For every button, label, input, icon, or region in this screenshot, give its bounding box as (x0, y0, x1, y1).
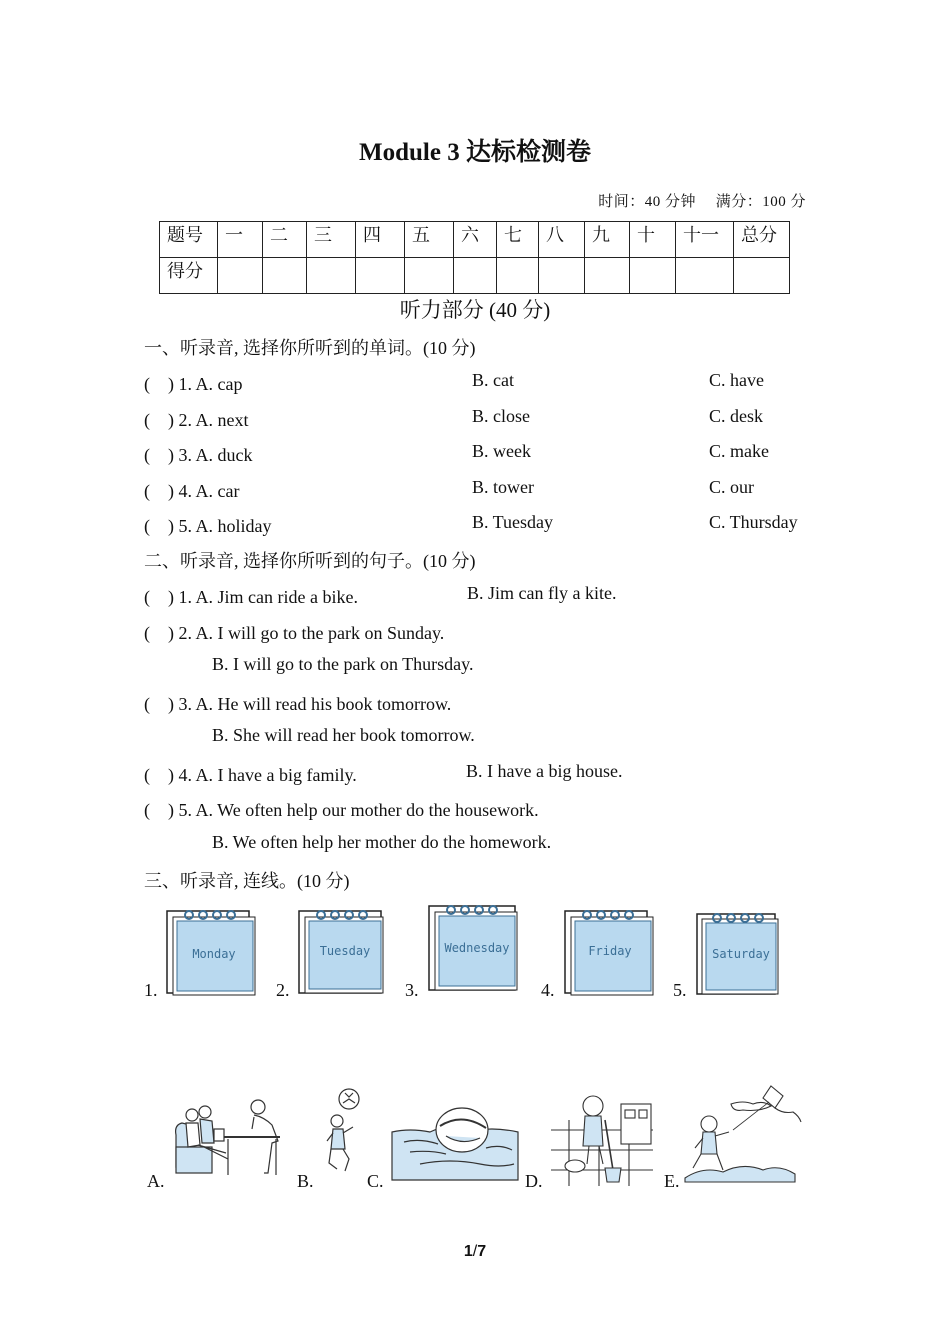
table-cell: 三 (307, 222, 356, 258)
q1-item-1-c: C. have (709, 370, 764, 390)
q1-item-2-b: B. close (472, 406, 530, 426)
q2-item-1-a: ( ) 1. A. Jim can ride a bike. (144, 587, 358, 607)
page-title: Module 3 达标检测卷 (359, 139, 591, 166)
q1-item-3-a: ( ) 3. A. duck (144, 445, 253, 465)
table-cell: 四 (356, 222, 405, 258)
table-cell: 二 (263, 222, 307, 258)
calendar-day-label: Monday (192, 947, 236, 961)
picture-label: A. (147, 1171, 165, 1191)
q2-item-2-a: ( ) 2. A. I will go to the park on Sunday. (144, 623, 445, 643)
table-cell: 十 (630, 222, 676, 258)
q2-item-1-b: B. Jim can fly a kite. (467, 583, 617, 603)
q2-item-4-b: B. I have a big house. (466, 761, 623, 781)
calendar-number: 5. (673, 980, 687, 1000)
calendar-number: 1. (144, 980, 158, 1000)
score-input-cell[interactable] (734, 258, 790, 294)
score-input-cell[interactable] (676, 258, 734, 294)
score-input-cell[interactable] (497, 258, 539, 294)
exam-meta: 时间：40 分钟 满分：100 分 (598, 194, 806, 210)
calendar-day-label: Wednesday (444, 941, 510, 955)
q1-item-4-b: B. tower (472, 477, 534, 497)
picture-label: B. (297, 1171, 314, 1191)
q1-heading: 一、听录音, 选择你所听到的单词。(10 分) (144, 338, 476, 358)
q1-item-1-a: ( ) 1. A. cap (144, 374, 243, 394)
housework-picture[interactable] (549, 1090, 655, 1193)
page-number (0, 1243, 950, 1261)
q1-item-2-c: C. desk (709, 406, 763, 426)
q1-item-5-b: B. Tuesday (472, 512, 554, 532)
table-cell: 总分 (734, 222, 790, 258)
score-input-cell[interactable] (405, 258, 454, 294)
calendar-day-label: Friday (588, 944, 632, 958)
score-input-cell[interactable] (630, 258, 676, 294)
q1-item-4-a: ( ) 4. A. car (144, 481, 240, 501)
score-input-cell[interactable] (263, 258, 307, 294)
score-input-cell[interactable] (539, 258, 585, 294)
q1-item-4-c: C. our (709, 477, 754, 497)
table-cell: 得分 (160, 258, 218, 294)
q2-item-3-b: B. She will read her book tomorrow. (212, 725, 475, 745)
family-picture[interactable] (168, 1095, 290, 1185)
page-total: 7 (477, 1243, 487, 1260)
calendar-icon[interactable] (297, 905, 389, 1002)
table-cell: 题号 (160, 222, 218, 258)
calendar-day-label: Tuesday (319, 944, 371, 958)
calendar-number: 4. (541, 980, 555, 1000)
q2-item-2-b: B. I will go to the park on Thursday. (212, 654, 474, 674)
score-input-cell[interactable] (307, 258, 356, 294)
kite-picture[interactable] (683, 1082, 805, 1192)
score-input-cell[interactable] (454, 258, 497, 294)
table-cell: 十一 (676, 222, 734, 258)
picture-label: D. (525, 1171, 543, 1191)
q3-heading: 三、听录音, 连线。(10 分) (144, 871, 350, 891)
picture-label: C. (367, 1171, 384, 1191)
q2-item-3-a: ( ) 3. A. He will read his book tomorrow. (144, 694, 452, 714)
calendar-day-label: Saturday (712, 947, 770, 961)
q1-item-3-c: C. make (709, 441, 769, 461)
page-current: 1 (463, 1243, 473, 1260)
score-input-cell[interactable] (356, 258, 405, 294)
q1-item-5-c: C. Thursday (709, 512, 798, 532)
q2-item-5-b: B. We often help her mother do the homework. (212, 832, 552, 852)
q2-heading: 二、听录音, 选择你所听到的句子。(10 分) (144, 551, 476, 571)
q1-item-1-b: B. cat (472, 370, 514, 390)
table-cell: 九 (585, 222, 630, 258)
score-table-header-row (160, 222, 790, 258)
calendar-icon[interactable] (427, 900, 523, 1001)
score-input-cell[interactable] (218, 258, 263, 294)
q2-item-4-a: ( ) 4. A. I have a big family. (144, 765, 357, 785)
q2-item-5-a: ( ) 5. A. We often help our mother do the housework. (144, 800, 539, 820)
q1-item-2-a: ( ) 2. A. next (144, 410, 249, 430)
calendar-icon[interactable] (165, 905, 257, 1002)
calendar-icon[interactable] (563, 905, 655, 1002)
football-picture[interactable] (323, 1085, 365, 1185)
picture-label: E. (664, 1171, 680, 1191)
section-title: 听力部分 (40 分) (399, 298, 551, 322)
table-cell: 七 (497, 222, 539, 258)
score-input-cell[interactable] (585, 258, 630, 294)
table-cell: 六 (454, 222, 497, 258)
q1-item-5-a: ( ) 5. A. holiday (144, 516, 272, 536)
q1-item-3-b: B. week (472, 441, 531, 461)
page-sep: / (472, 1243, 478, 1260)
table-cell: 八 (539, 222, 585, 258)
swimming-picture[interactable] (390, 1102, 520, 1189)
calendar-number: 2. (276, 980, 290, 1000)
calendar-icon[interactable] (695, 908, 783, 1001)
score-table-score-row (160, 258, 790, 294)
calendar-number: 3. (405, 980, 419, 1000)
score-table (159, 221, 790, 294)
table-cell: 一 (218, 222, 263, 258)
table-cell: 五 (405, 222, 454, 258)
